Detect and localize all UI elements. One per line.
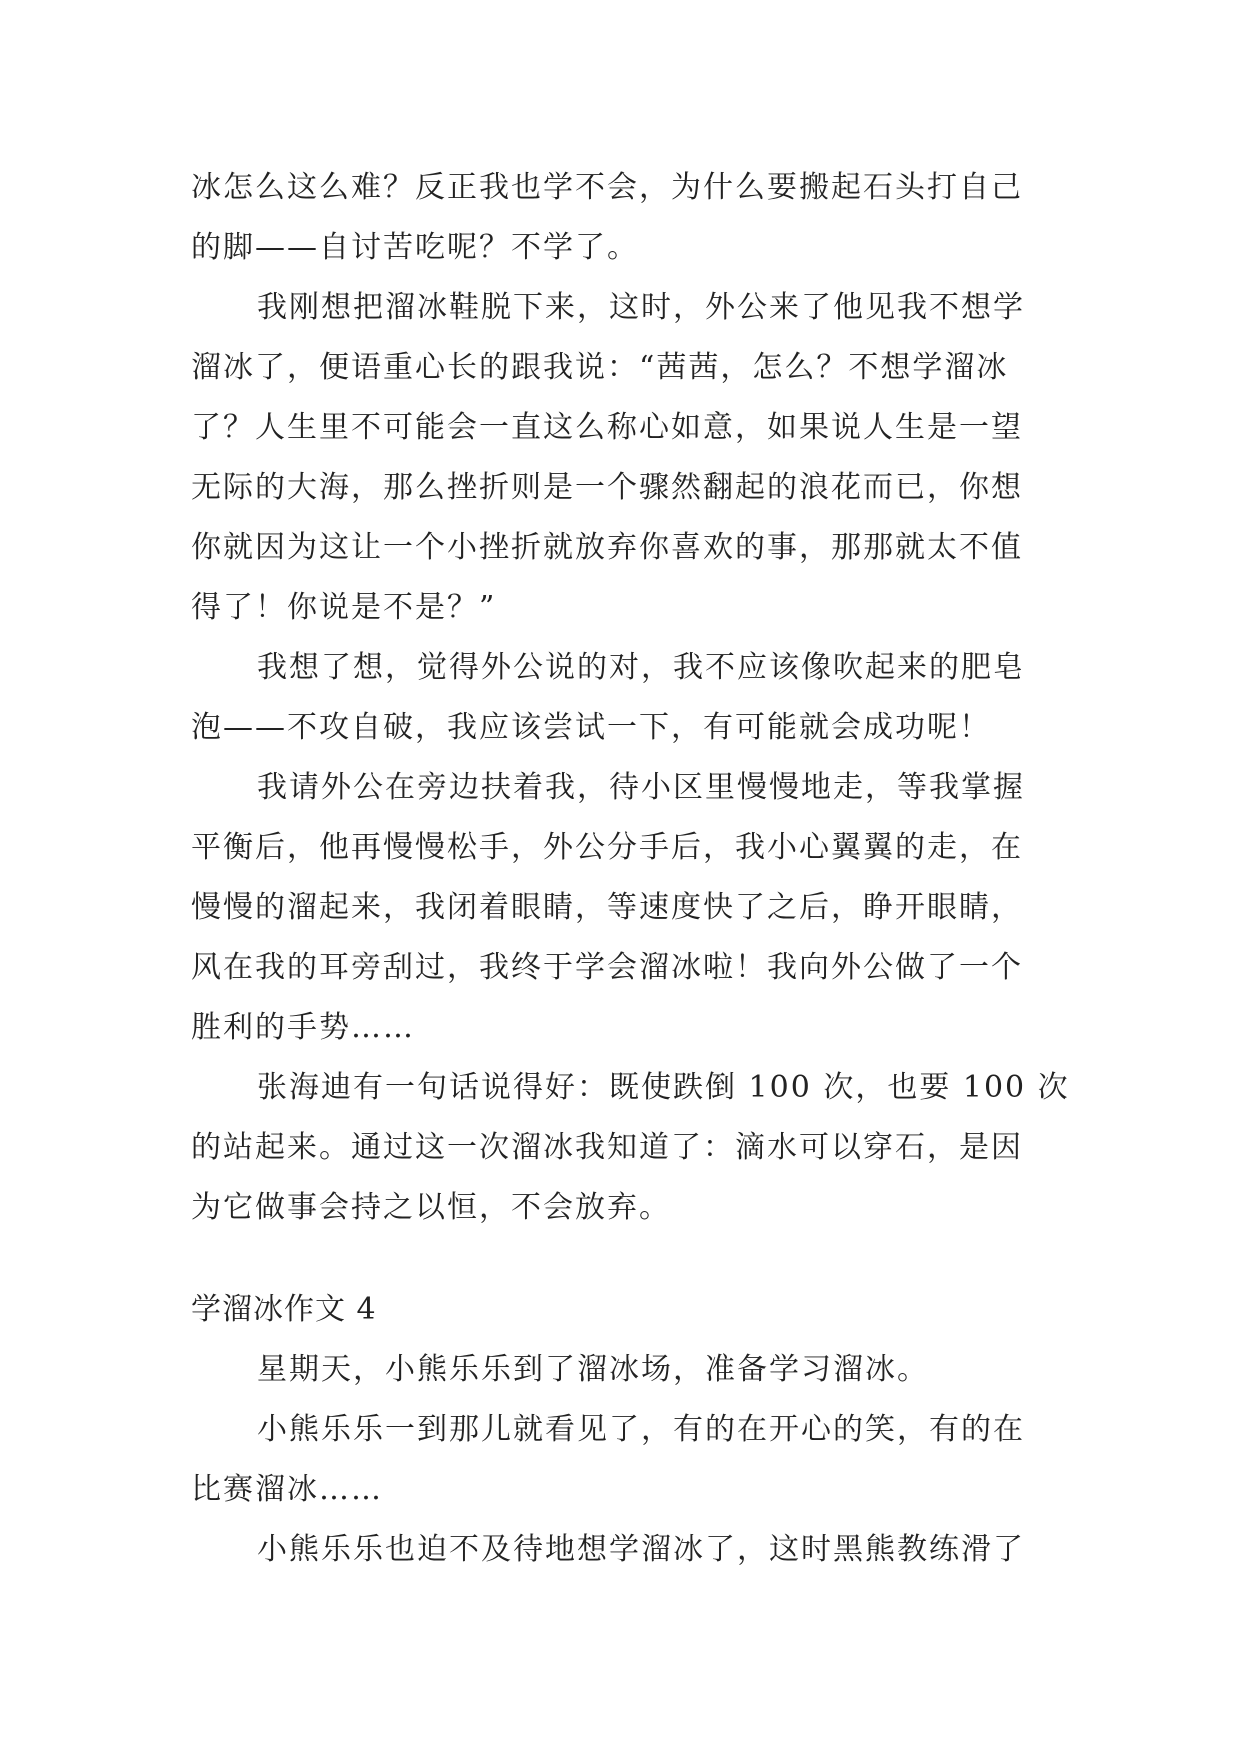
text-line: 冰怎么这么难？反正我也学不会，为什么要搬起石头打自己 — [191, 170, 1023, 205]
text-line: 张海迪有一句话说得好：既使跌倒 100 次，也要 100 次 — [257, 1070, 1070, 1105]
text-line: 比赛溜冰…… — [191, 1472, 383, 1507]
text-line: 的脚——自讨苦吃呢？不学了。 — [191, 230, 639, 265]
section-spacer — [191, 1238, 1061, 1280]
text-line: 我请外公在旁边扶着我，待小区里慢慢地走，等我掌握 — [257, 770, 1025, 805]
paragraph — [191, 758, 1061, 1058]
text-line: 为它做事会持之以恒，不会放弃。 — [191, 1190, 671, 1225]
text-line: 的站起来。通过这一次溜冰我知道了：滴水可以穿石，是因 — [191, 1130, 1023, 1165]
paragraph — [191, 1520, 1061, 1580]
text-line: 风在我的耳旁刮过，我终于学会溜冰啦！我向外公做了一个 — [191, 950, 1023, 985]
text-line: 泡——不攻自破，我应该尝试一下，有可能就会成功呢！ — [191, 710, 991, 745]
text-line: 平衡后，他再慢慢松手，外公分手后，我小心翼翼的走，在 — [191, 830, 1023, 865]
text-line: 溜冰了，便语重心长的跟我说：“茜茜，怎么？不想学溜冰 — [191, 350, 1009, 385]
paragraph — [191, 1058, 1070, 1238]
text-line: 无际的大海，那么挫折则是一个骤然翻起的浪花而已，你想 — [191, 470, 1023, 505]
text-line: 星期天，小熊乐乐到了溜冰场，准备学习溜冰。 — [257, 1352, 929, 1387]
text-line: 了？人生里不可能会一直这么称心如意，如果说人生是一望 — [191, 410, 1023, 445]
text-line: 小熊乐乐一到那儿就看见了，有的在开心的笑，有的在 — [257, 1412, 1025, 1447]
paragraph — [191, 158, 1061, 278]
text-line: 小熊乐乐也迫不及待地想学溜冰了，这时黑熊教练滑了 — [257, 1532, 1025, 1567]
text-line: 胜利的手势…… — [191, 1010, 415, 1045]
section-title: 学溜冰作文 4 — [191, 1292, 377, 1327]
document-body — [191, 158, 1070, 1580]
text-line: 你就因为这让一个小挫折就放弃你喜欢的事，那那就太不值 — [191, 530, 1023, 565]
paragraph — [191, 278, 1061, 638]
text-line: 我刚想把溜冰鞋脱下来，这时，外公来了他见我不想学 — [257, 290, 1025, 325]
paragraph — [191, 1400, 1061, 1520]
text-line: 得了！你说是不是？” — [191, 590, 497, 625]
text-line: 慢慢的溜起来，我闭着眼睛，等速度快了之后，睁开眼睛， — [191, 890, 1023, 925]
paragraph — [191, 1340, 1061, 1400]
paragraph — [191, 638, 1061, 758]
text-line: 我想了想，觉得外公说的对，我不应该像吹起来的肥皂 — [257, 650, 1025, 685]
